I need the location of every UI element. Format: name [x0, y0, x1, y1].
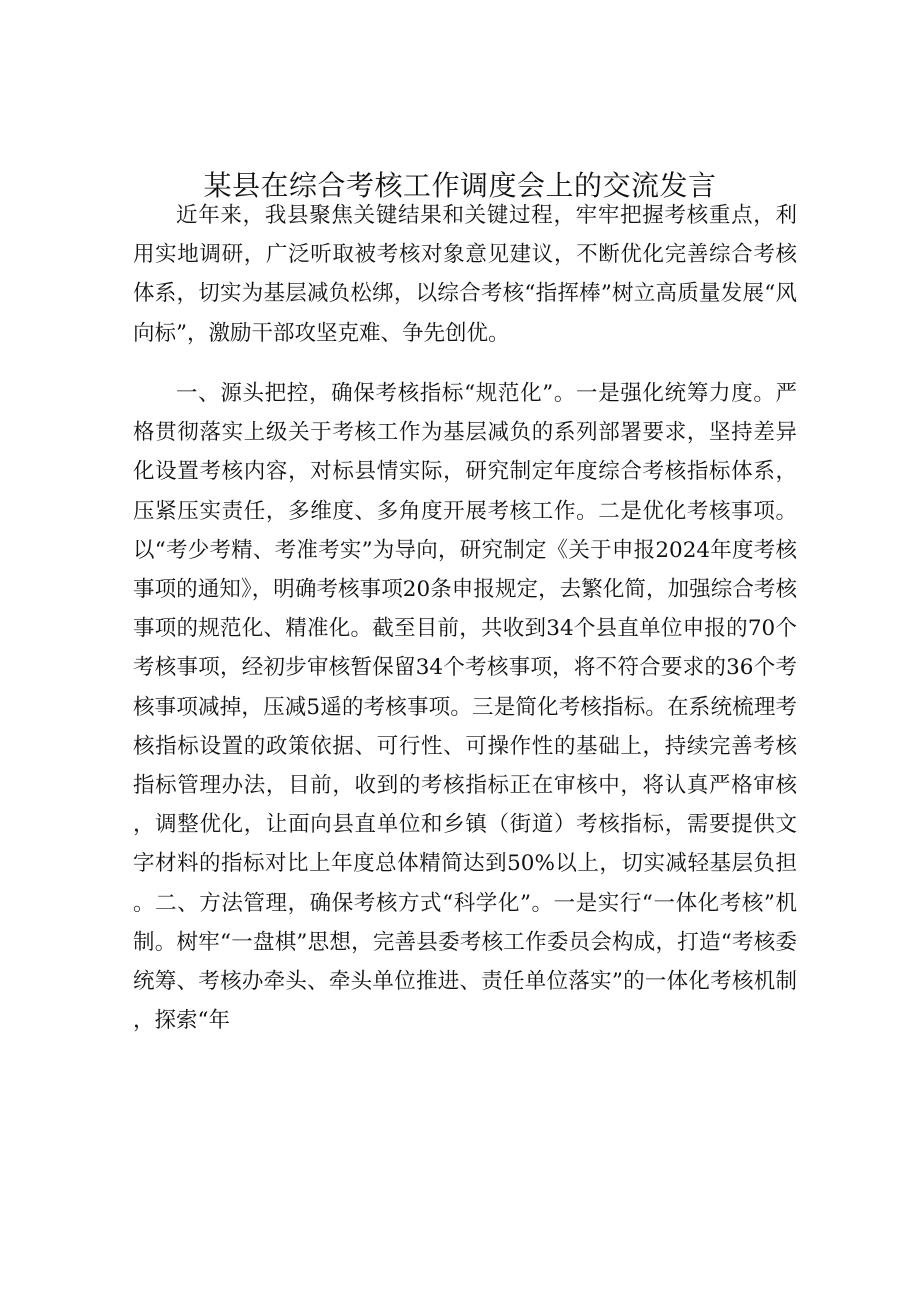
document-title: 某县在综合考核工作调度会上的交流发言	[203, 169, 717, 202]
paragraph-section-one: 一、源头把控，确保考核指标“规范化”。一是强化统筹力度。严格贯彻落实上级关于考核工作为基层减负的系列部署要求，坚持差异化设置考核内容，对标县情实际，研究制定年度综合考核指标体系，压紧压实责任，多维度、多角度开展考核工作。二是优化考核事项。以“考少考精、考准考实”为导向，研究制定《关于申报2024年度考核事项的通知》，明确考核事项20条申报规定，去繁化简，加强综合考核事项的规范化、精准化。截至目前，共收到34个县直单位申报的70个考核事项，经初步审核暂保留34个考核事项，将不符合要求的36个考核事项减掉，压减5遥的考核事项。三是简化考核指标。在系统梳理考核指标设置的政策依据、可行性、可操作性的基础上，持续完善考核指标管理办法，目前，收到的考核指标正在审核中，将认真严格审核，调整优化，让面向县直单位和乡镇（街道）考核指标，需要提供文字材料的指标对比上年度总体精简达到50%以上，切实减轻基层负担。二、方法管理，确保考核方式“科学化”。一是实行“一体化考核”机制。树牢“一盘棋”思想，完善县委考核工作委员会构成，打造“考核委统筹、考核办牵头、牵头单位推进、责任单位落实”的一体化考核机制，探索“年	[133, 381, 797, 1034]
paragraph-intro: 近年来，我县聚焦关键结果和关键过程，牢牢把握考核重点，利用实地调研，广泛听取被考核对象意见建议，不断优化完善综合考核体系，切实为基层减负松绑，以综合考核“指挥棒”树立高质量发展“风向标”，激励干部攻坚克难、争先创优。	[133, 203, 797, 346]
